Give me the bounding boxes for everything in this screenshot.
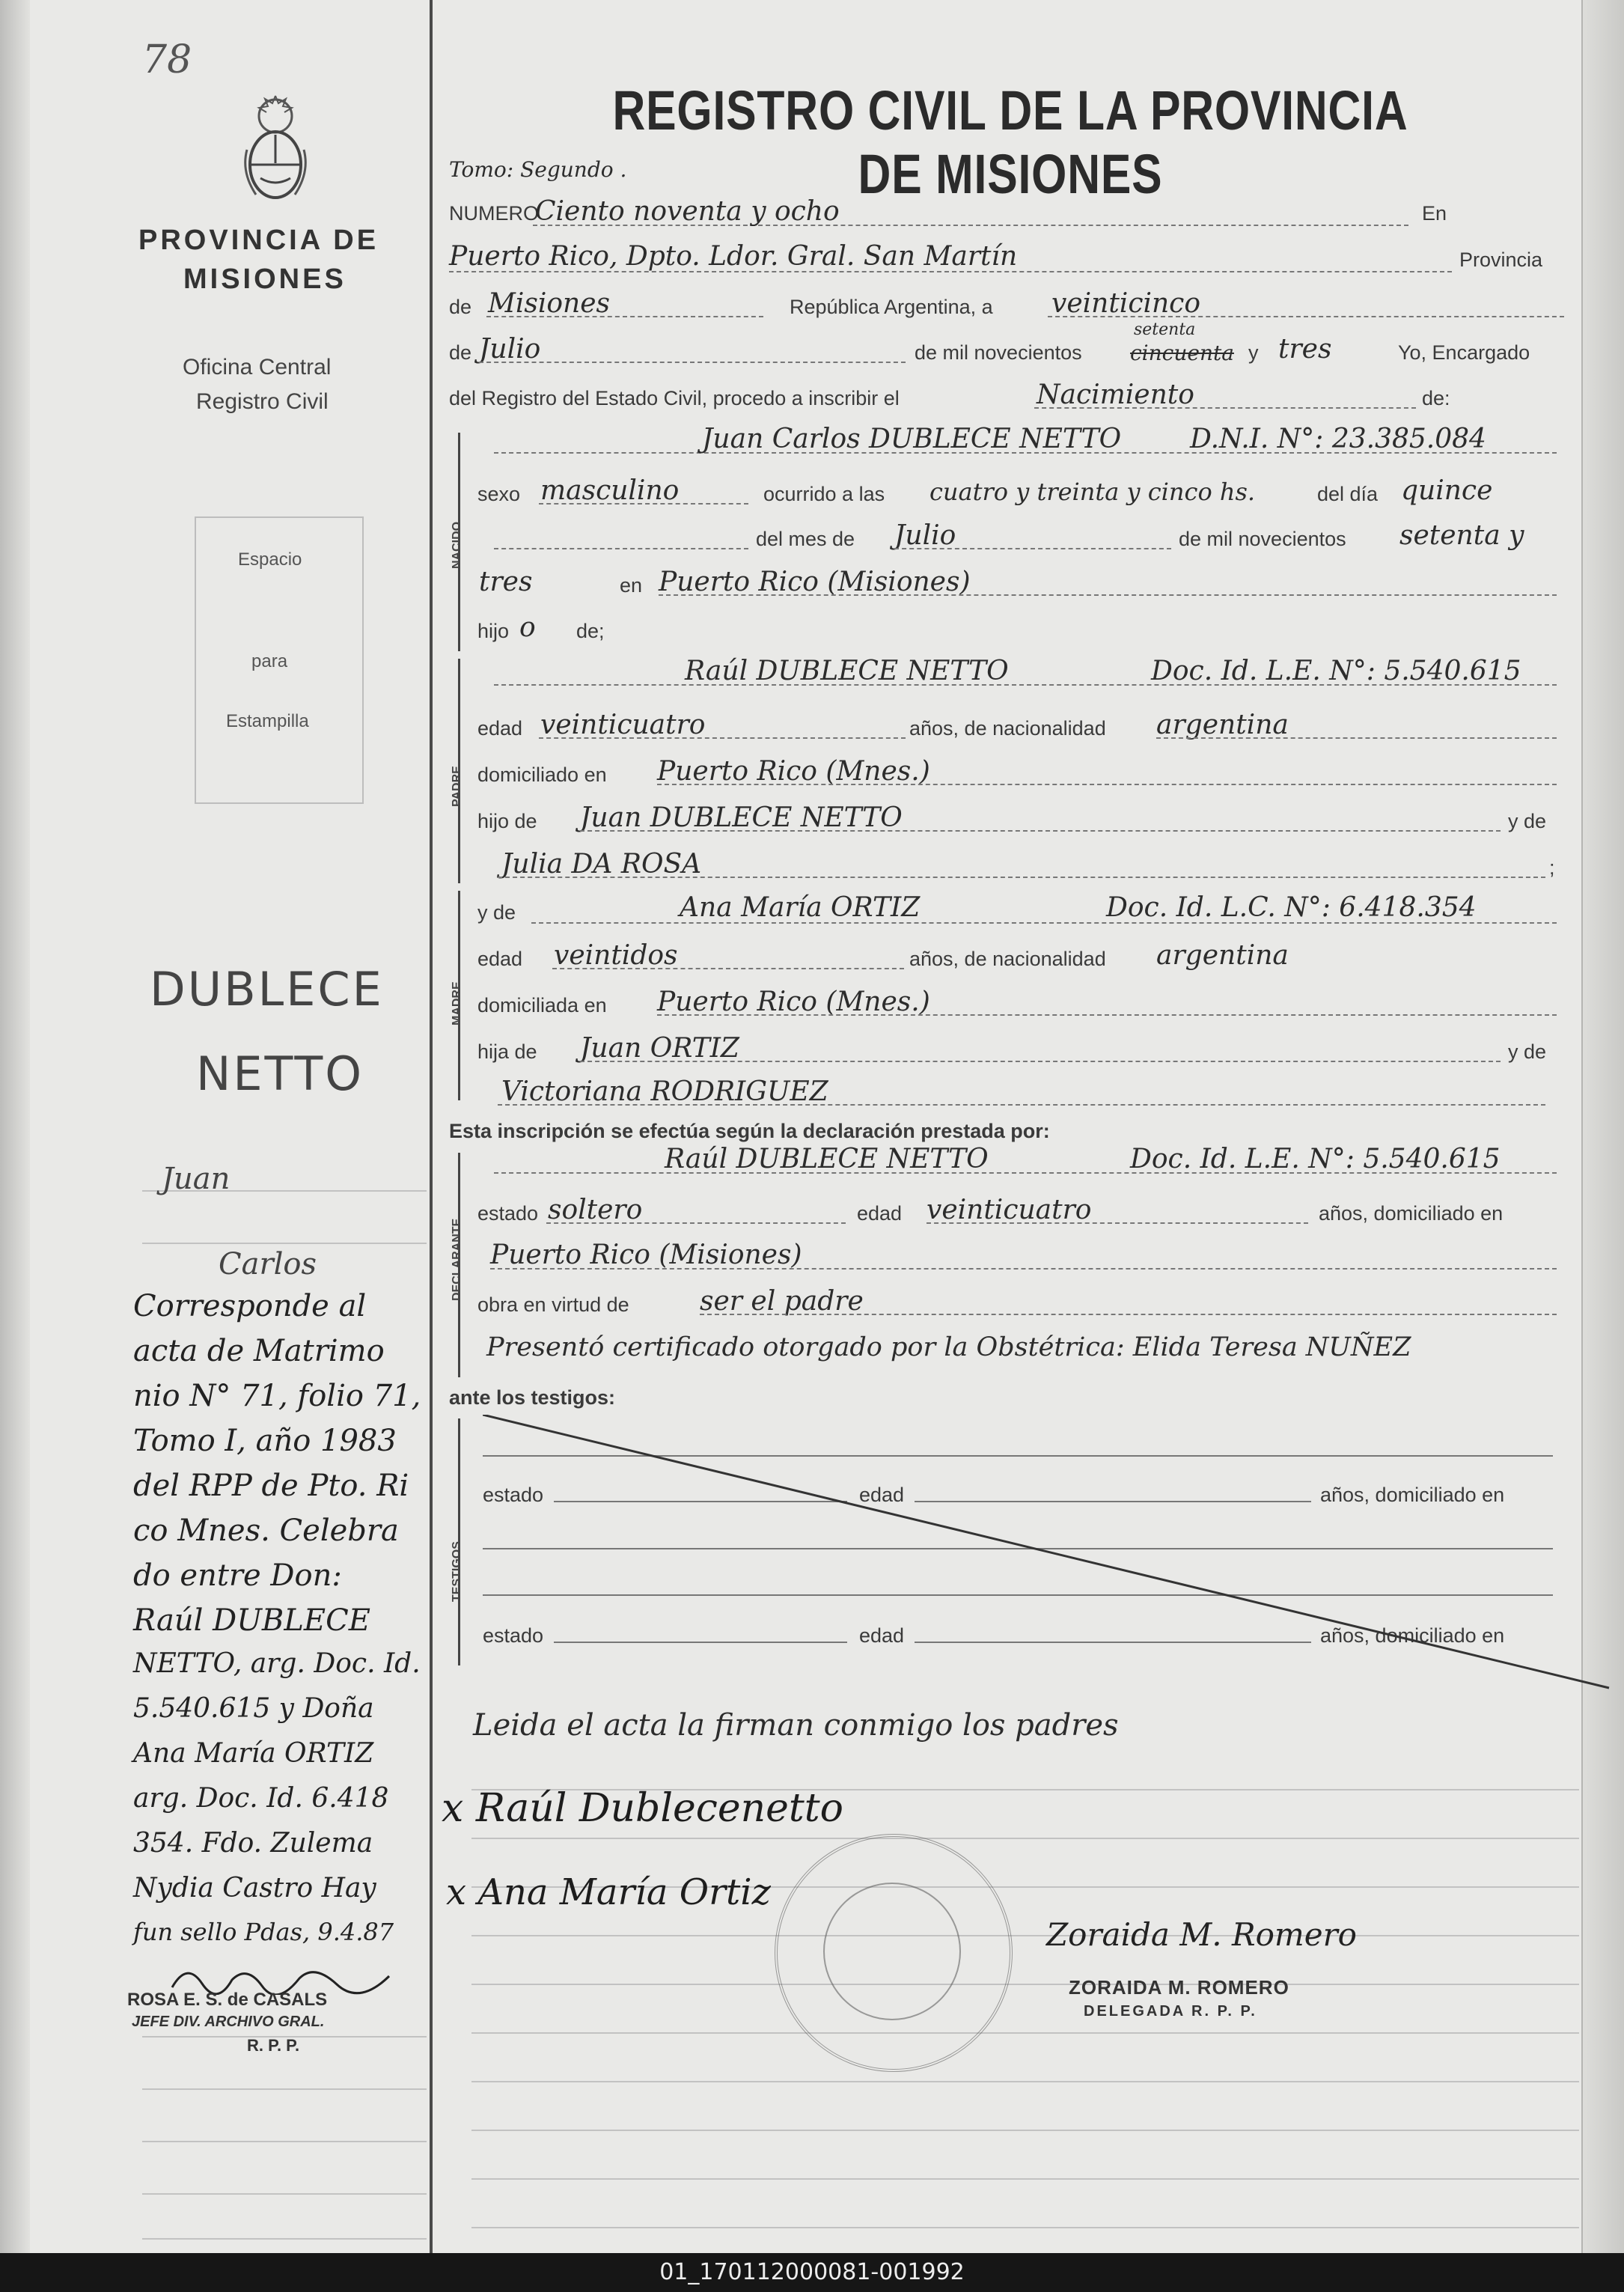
margin-line-13: 354. Fdo. Zulema — [133, 1828, 373, 1859]
margin-given2: Carlos — [219, 1247, 317, 1281]
archive-stamp-name: ROSA E. S. de CASALS — [127, 1990, 328, 2010]
nacido-label: NACIDO — [451, 521, 463, 569]
padre-edad-value: veinticuatro — [540, 710, 706, 740]
lugar-value: Puerto Rico (Misiones) — [659, 567, 971, 597]
province-line2: MISIONES — [183, 263, 347, 295]
tomo: Tomo: Segundo . — [449, 157, 627, 182]
closing-leida: Leida el acta la firman conmigo los padres — [473, 1708, 1119, 1743]
office-line2: Registro Civil — [196, 389, 329, 414]
padre-edad-label: edad — [477, 717, 523, 740]
dia-value: quince — [1401, 475, 1493, 506]
testigo1-estado-label: estado — [483, 1484, 544, 1506]
padre-doc: Doc. Id. L.E. N°: 5.540.615 — [1151, 656, 1521, 686]
anio-value1: setenta y — [1399, 520, 1524, 551]
margin-line-7: do entre Don: — [133, 1558, 342, 1593]
official-seal-inner — [823, 1883, 961, 2020]
margin-line-14: Nydia Castro Hay — [133, 1873, 376, 1904]
padre-father-value: Juan DUBLECE NETTO — [580, 802, 903, 833]
declarante-doc: Doc. Id. L.E. N°: 5.540.615 — [1130, 1144, 1501, 1174]
margin-line-11: Ana María ORTIZ — [133, 1738, 374, 1769]
province-value: Misiones — [488, 288, 611, 319]
nacido-dni: D.N.I. N°: 23.385.084 — [1190, 424, 1486, 454]
madre-mother-value: Victoriana RODRIGUEZ — [501, 1076, 828, 1107]
footer-id: 01_170112000081-001992 — [0, 2253, 1624, 2292]
official-name: ZORAIDA M. ROMERO — [1069, 1976, 1289, 1999]
madre-nac-label: años, de nacionalidad — [909, 948, 1106, 970]
declarante-label: DECLARANTE — [451, 1218, 463, 1301]
signature-mother: x Ana María Ortiz — [446, 1871, 771, 1913]
declarante-estado-label: estado — [477, 1202, 539, 1225]
registro-text: del Registro del Estado Civil, procedo a inscribir el — [449, 387, 900, 409]
declarante-nota: Presentó certificado otorgado por la Obstétrica: Elida Teresa NUÑEZ — [486, 1332, 1411, 1362]
margin-line-1: Corresponde al — [133, 1289, 367, 1323]
padre-dom-label: domiciliado en — [477, 764, 607, 786]
sexo-label: sexo — [477, 483, 521, 505]
hijo-value: o — [519, 612, 536, 643]
testigos-strikethrough — [483, 1415, 1613, 1692]
month-value: Julio — [479, 334, 541, 365]
margin-surname1: DUBLECE — [150, 962, 384, 1017]
testigo1-anios-label: años, domiciliado en — [1320, 1484, 1505, 1506]
year-label: de mil novecientos — [915, 341, 1082, 364]
stamp-box-line1: Espacio — [238, 549, 302, 570]
numero-value: Ciento noventa y ocho — [535, 196, 840, 227]
page-number: 78 — [142, 37, 192, 82]
de2-label: de — [449, 341, 472, 364]
declarante-anios-label: años, domiciliado en — [1319, 1202, 1504, 1225]
y-label: y — [1248, 341, 1259, 364]
declarante-obra-label: obra en virtud de — [477, 1293, 629, 1316]
declarante-estado-value: soltero — [548, 1195, 643, 1225]
padre-mother-value: Julia DA ROSA — [501, 849, 702, 880]
locality: Puerto Rico, Dpto. Ldor. Gral. San Martín — [449, 241, 1018, 272]
page-title: REGISTRO CIVIL DE LA PROVINCIA DE MISIONES — [612, 79, 1408, 205]
archive-stamp-org: R. P. P. — [247, 2036, 300, 2055]
madre-name: Ana María ORTIZ — [680, 892, 921, 923]
official-signature: Zoraida M. Romero — [1046, 1916, 1357, 1953]
declarante-edad-value: veinticuatro — [927, 1195, 1092, 1225]
testigo2-anios-label: años, domiciliado en — [1320, 1624, 1505, 1647]
padre-y-de-label: y de — [1508, 810, 1547, 832]
sexo-value: masculino — [540, 475, 680, 506]
declarante-obra-value: ser el padre — [700, 1286, 864, 1317]
madre-dom-value: Puerto Rico (Mnes.) — [657, 987, 930, 1017]
testigo1-edad-label: edad — [859, 1484, 905, 1506]
hora-value: cuatro y treinta y cinco hs. — [929, 478, 1256, 506]
hijo-de-label: de; — [576, 620, 605, 642]
testigo2-edad-label: edad — [859, 1624, 905, 1647]
margin-line-4: Tomo I, año 1983 — [133, 1424, 397, 1458]
year-struck: cincuenta — [1130, 341, 1234, 365]
office-line1: Oficina Central — [183, 355, 332, 380]
margin-line-3: nio N° 71, folio 71, — [133, 1379, 421, 1413]
hijo-label: hijo — [477, 620, 510, 642]
margin-given1: Juan — [162, 1162, 231, 1196]
encargado-label: Yo, Encargado — [1398, 341, 1530, 364]
del-dia-label: del día — [1317, 483, 1379, 505]
day-value: veinticinco — [1051, 288, 1201, 319]
numero-label: NUMERO — [449, 202, 539, 225]
padre-nac-value: argentina — [1156, 710, 1289, 740]
margin-line-8: Raúl DUBLECE — [133, 1603, 370, 1638]
madre-nac-value: argentina — [1156, 940, 1289, 971]
madre-hija-de-label: hija de — [477, 1040, 537, 1063]
year-units: tres — [1278, 334, 1332, 365]
madre-father-value: Juan ORTIZ — [580, 1033, 739, 1064]
madre-dom-label: domiciliada en — [477, 994, 607, 1017]
padre-dom-value: Puerto Rico (Mnes.) — [657, 756, 930, 787]
madre-edad-label: edad — [477, 948, 523, 970]
madre-label: MADRE — [451, 981, 463, 1025]
anio-value2: tres — [479, 567, 533, 597]
province-line1: PROVINCIA DE — [138, 225, 379, 256]
archive-stamp-title: JEFE DIV. ARCHIVO GRAL. — [132, 2014, 325, 2030]
padre-label: PADRE — [451, 766, 463, 807]
margin-line-9: NETTO, arg. Doc. Id. — [133, 1648, 421, 1679]
provincia-label: Provincia — [1459, 249, 1543, 271]
republica-label: República Argentina, a — [790, 296, 993, 318]
act-type: Nacimiento — [1037, 380, 1194, 410]
padre-name: Raúl DUBLECE NETTO — [685, 656, 1009, 686]
margin-line-6: co Mnes. Celebra — [133, 1514, 399, 1548]
madre-doc: Doc. Id. L.C. N°: 6.418.354 — [1106, 892, 1477, 923]
stamp-box-line2: para — [251, 651, 288, 671]
page-binding — [0, 0, 30, 2253]
nacido-en-label: en — [620, 574, 643, 597]
column-divider — [430, 0, 433, 2253]
en-label: En — [1422, 202, 1447, 225]
margin-line-15: fun sello Pdas, 9.4.87 — [133, 1918, 394, 1946]
madre-y-de-label2: y de — [1508, 1040, 1547, 1063]
margin-line-5: del RPP de Pto. Ri — [133, 1469, 409, 1503]
year-inserted: setenta — [1134, 320, 1196, 339]
de-colon: de: — [1422, 387, 1450, 409]
declarante-edad-label: edad — [857, 1202, 903, 1225]
testigos-label: TESTIGOS — [451, 1541, 463, 1602]
page-edge — [1581, 0, 1624, 2253]
ocurrido-label: ocurrido a las — [763, 483, 885, 505]
declarante-intro: Esta inscripción se efectúa según la declaración prestada por: — [449, 1120, 1050, 1142]
de-label: de — [449, 296, 472, 318]
padre-semicolon: ; — [1549, 856, 1555, 879]
mes-label: del mes de — [756, 528, 855, 550]
coat-of-arms-icon — [238, 90, 313, 210]
madre-edad-value: veintidos — [554, 940, 678, 971]
stamp-box-line3: Estampilla — [226, 711, 309, 731]
margin-line-10: 5.540.615 y Doña — [133, 1693, 374, 1724]
anio-label: de mil novecientos — [1179, 528, 1346, 550]
mes-value: Julio — [894, 520, 956, 551]
madre-y-de-label: y de — [477, 901, 516, 924]
declarante-name: Raúl DUBLECE NETTO — [665, 1144, 989, 1174]
testigos-intro: ante los testigos: — [449, 1386, 616, 1409]
margin-surname2: NETTO — [196, 1046, 364, 1101]
signature-father: x Raúl Dublecenetto — [442, 1786, 843, 1831]
testigo2-estado-label: estado — [483, 1624, 544, 1647]
margin-line-2: acta de Matrimo — [133, 1334, 385, 1368]
margin-line-12: arg. Doc. Id. 6.418 — [133, 1783, 389, 1814]
padre-nac-label: años, de nacionalidad — [909, 717, 1106, 740]
nacido-name: Juan Carlos DUBLECE NETTO — [702, 424, 1122, 454]
padre-hijo-de-label: hijo de — [477, 810, 537, 832]
declarante-dom-value: Puerto Rico (Misiones) — [490, 1240, 802, 1270]
official-title: DELEGADA R. P. P. — [1084, 2003, 1257, 2020]
